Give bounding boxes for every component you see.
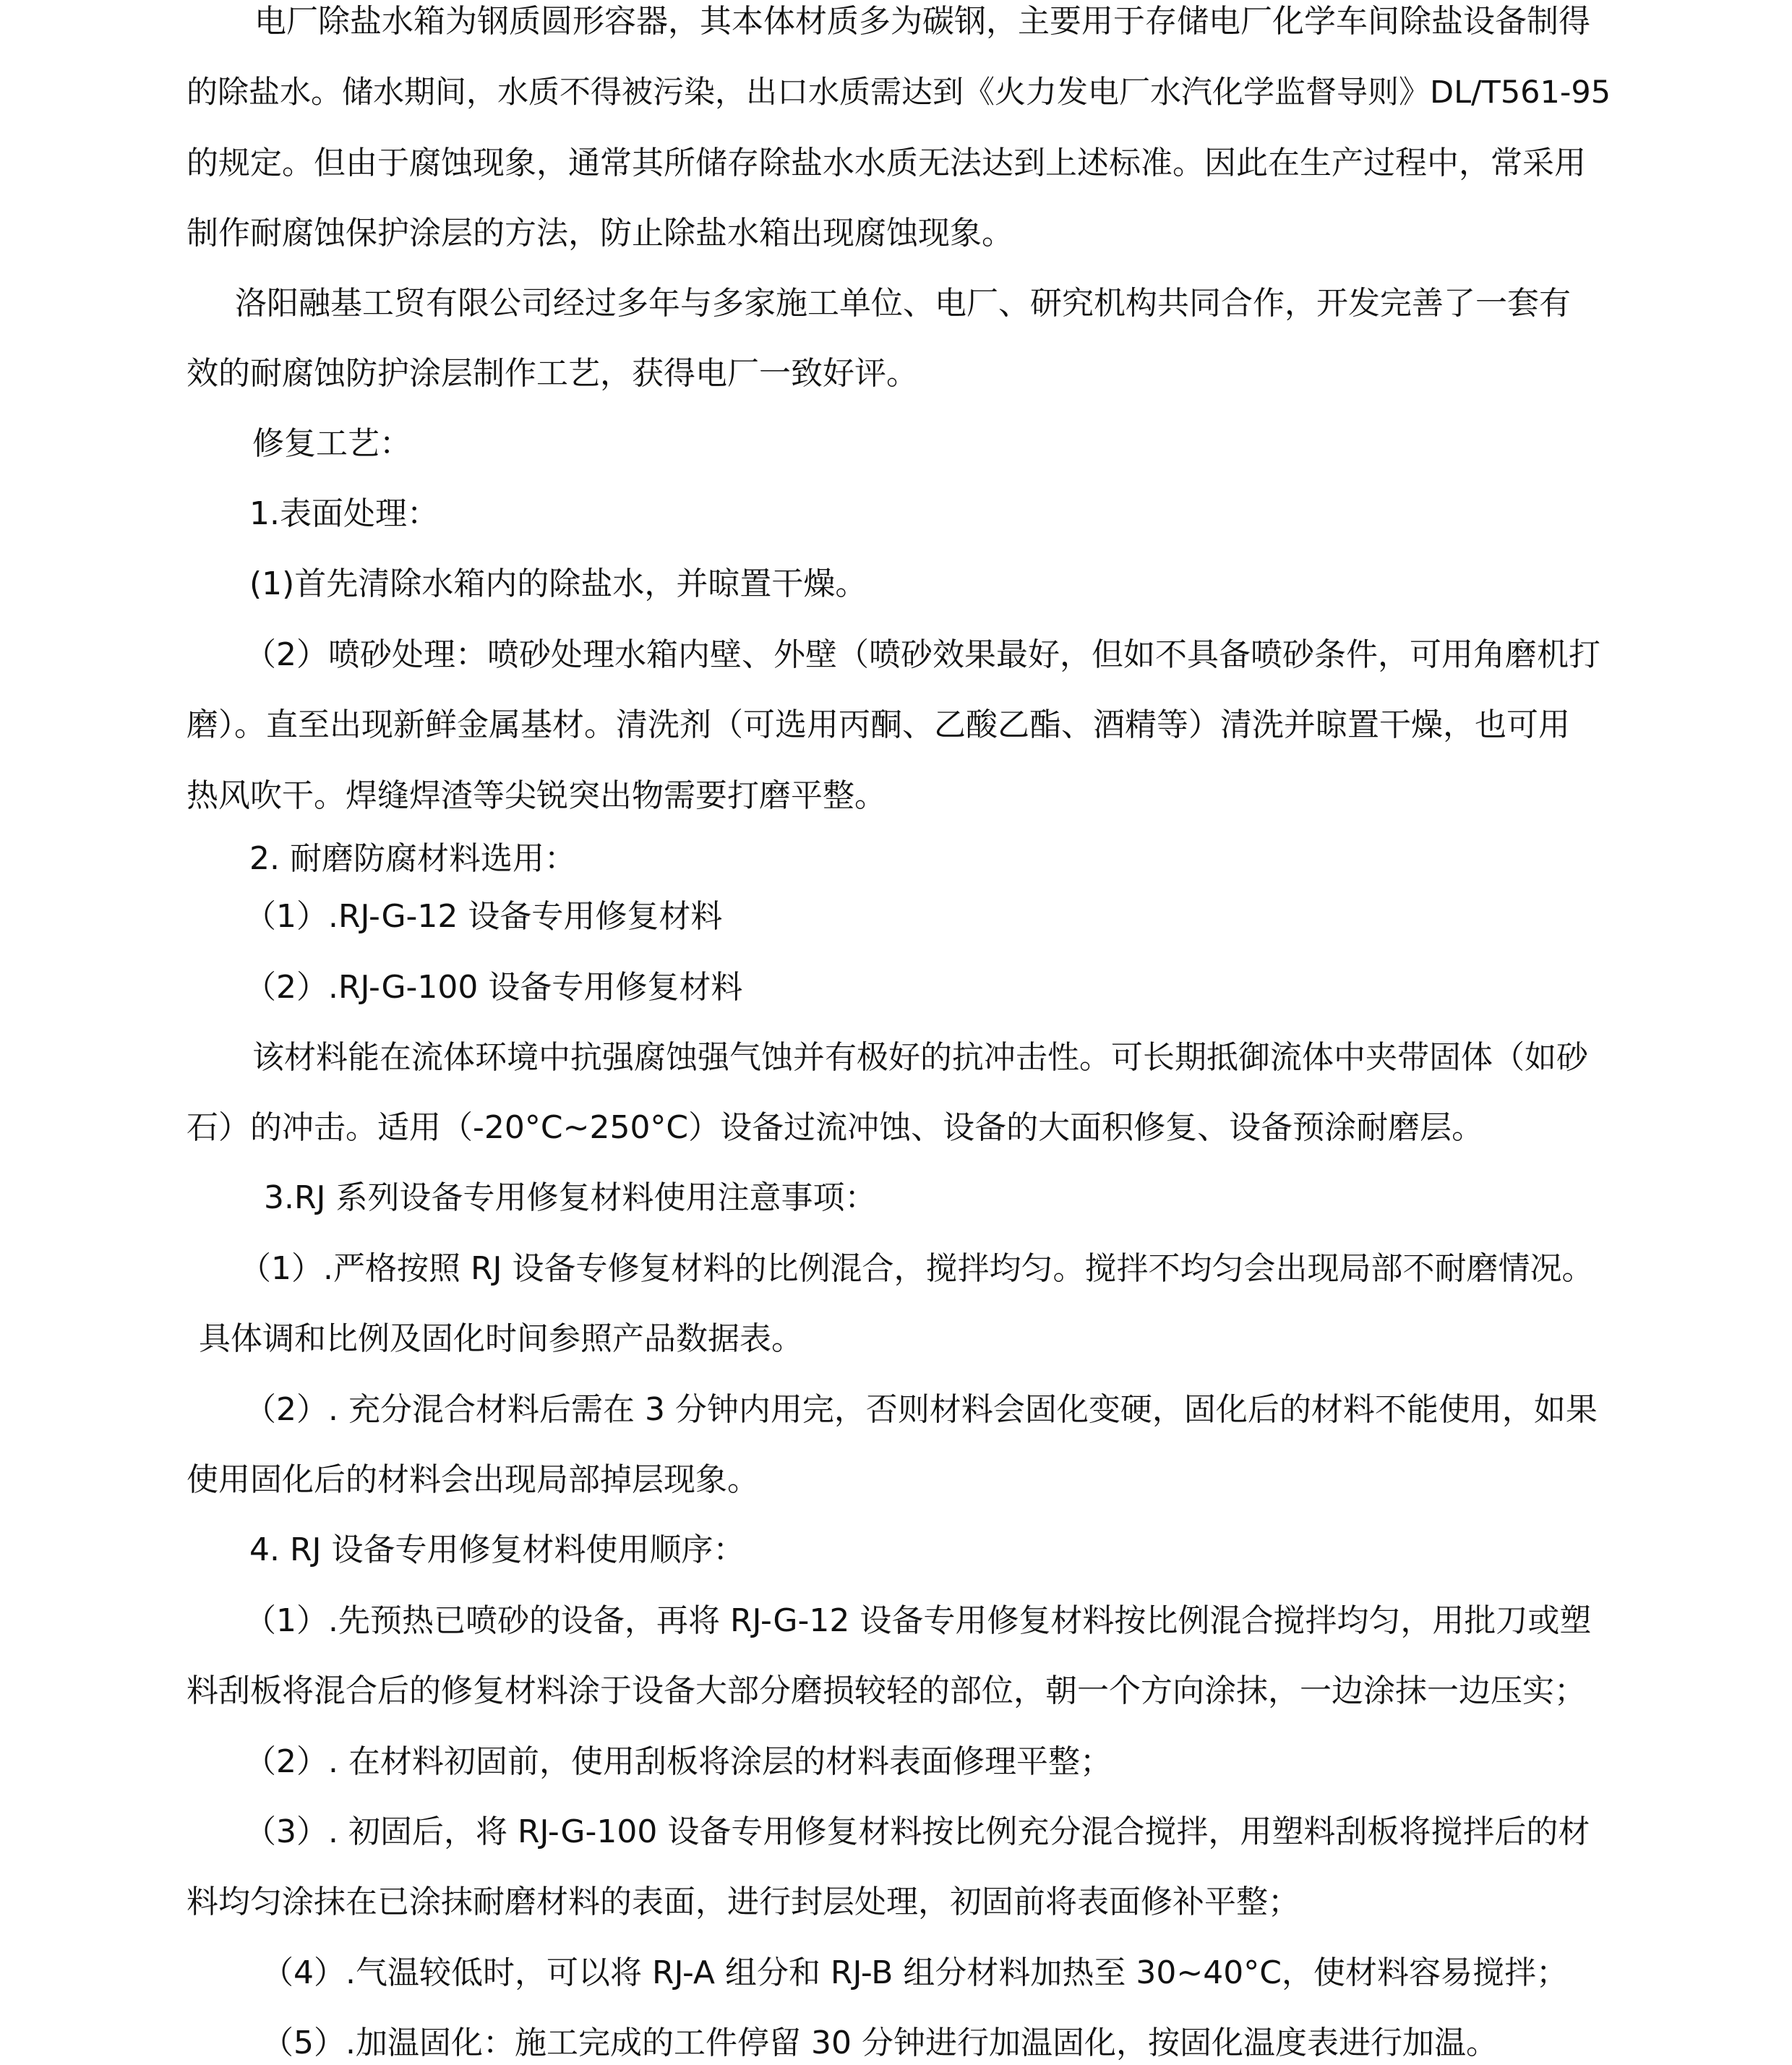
- text-line: (1)首先清除水箱内的除盐水，并晾置干燥。: [249, 565, 867, 602]
- text-line: （2）. 充分混合材料后需在 3 分钟内用完，否则材料会固化变硬，固化后的材料不能使用，如果: [244, 1391, 1598, 1428]
- section-heading: 修复工艺：: [252, 425, 411, 462]
- text-line: 制作耐腐蚀保护涂层的方法，防止除盐水箱出现腐蚀现象。: [187, 215, 1013, 252]
- text-line: 热风吹干。焊缝焊渣等尖锐突出物需要打磨平整。: [187, 777, 886, 814]
- text-line: （2）.RJ-G-100 设备专用修复材料: [244, 969, 743, 1006]
- text-line: 石）的冲击。适用（-20°C~250°C）设备过流冲蚀、设备的大面积修复、设备预涂耐磨层。: [187, 1109, 1484, 1146]
- text-line: （4）.气温较低时，可以将 RJ-A 组分和 RJ-B 组分材料加热至 30~40°C，使材料容易搅拌；: [262, 1954, 1568, 1991]
- text-line: 使用固化后的材料会出现局部掉层现象。: [187, 1461, 759, 1498]
- text-line: 该材料能在流体环境中抗强腐蚀强气蚀并有极好的抗冲击性。可长期抵御流体中夹带固体（如砂: [252, 1039, 1588, 1076]
- text-line: （2）. 在材料初固前，使用刮板将涂层的材料表面修理平整；: [244, 1743, 1112, 1780]
- text-line: （5）.加温固化：施工完成的工件停留 30 分钟进行加温固化，按固化温度表进行加温。: [262, 2025, 1498, 2061]
- text-line: 的规定。但由于腐蚀现象，通常其所储存除盐水水质无法达到上述标准。因此在生产过程中，常采用: [187, 145, 1586, 181]
- text-line: 洛阳融基工贸有限公司经过多年与多家施工单位、电厂、研究机构共同合作，开发完善了一套有: [235, 285, 1571, 322]
- text-line: 料刮板将混合后的修复材料涂于设备大部分磨损较轻的部位，朝一个方向涂抹，一边涂抹一边压实；: [187, 1672, 1586, 1709]
- text-line: （1）.RJ-G-12 设备专用修复材料: [244, 898, 723, 935]
- text-line: 磨）。直至出现新鲜金属基材。清洗剂（可选用丙酮、乙酸乙酯、酒精等）清洗并晾置干燥，也可用: [187, 706, 1570, 743]
- text-line: 的除盐水。储水期间，水质不得被污染，出口水质需达到《火力发电厂水汽化学监督导则》DL/T561-95: [187, 74, 1611, 111]
- text-line: （2）喷砂处理：喷砂处理水箱内壁、外壁（喷砂效果最好，但如不具备喷砂条件，可用角磨机打: [244, 636, 1600, 673]
- text-line: 具体调和比例及固化时间参照产品数据表。: [199, 1320, 803, 1357]
- text-line: 料均匀涂抹在已涂抹耐磨材料的表面，进行封层处理，初固前将表面修补平整；: [187, 1884, 1300, 1920]
- text-line: 效的耐腐蚀防护涂层制作工艺，获得电厂一致好评。: [187, 355, 918, 392]
- section-heading: 3.RJ 系列设备专用修复材料使用注意事项：: [264, 1179, 877, 1216]
- section-heading: 1.表面处理：: [249, 495, 439, 532]
- text-line: 电厂除盐水箱为钢质圆形容器，其本体材质多为碳钢，主要用于存储电厂化学车间除盐设备制得: [254, 3, 1590, 40]
- text-line: （1）.先预热已喷砂的设备，再将 RJ-G-12 设备专用修复材料按比例混合搅拌均匀，用批刀或塑: [244, 1602, 1592, 1639]
- section-heading: 2. 耐磨防腐材料选用：: [249, 840, 576, 877]
- text-line: （1）.严格按照 RJ 设备专修复材料的比例混合，搅拌均匀。搅拌不均匀会出现局部不耐磨情况。: [239, 1250, 1594, 1287]
- text-line: （3）. 初固后，将 RJ-G-100 设备专用修复材料按比例充分混合搅拌，用塑料刮板将搅拌后的材: [244, 1813, 1590, 1850]
- section-heading: 4. RJ 设备专用修复材料使用顺序：: [249, 1531, 745, 1568]
